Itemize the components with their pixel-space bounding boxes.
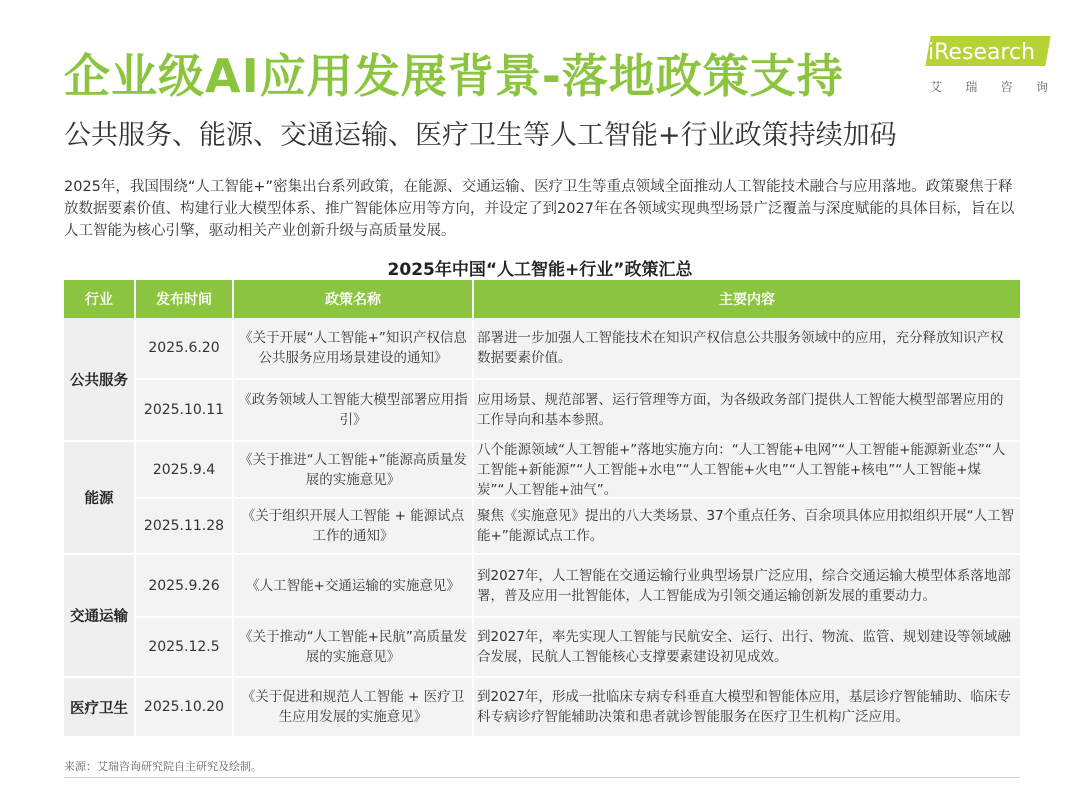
column-header-content: 主要内容 [474, 280, 1020, 318]
iresearch-logo [926, 36, 1050, 94]
logo-char: 瑞 [965, 80, 978, 94]
date-cell: 2025.6.20 [136, 318, 234, 380]
content-cell: 部署进一步加强人工智能技术在知识产权信息公共服务领域中的应用，充分释放知识产权数据要素价值。 [474, 318, 1020, 380]
page-title: 企业级AI应用发展背景-落地政策支持 [64, 49, 844, 103]
content-cell: 到2027年，人工智能在交通运输行业典型场景广泛应用，综合交通运输大模型体系落地部署，普及应用一批智能体，人工智能成为引领交通运输创新发展的重要动力。 [474, 555, 1020, 618]
content-cell: 应用场景、规范部署、运行管理等方面，为各级政务部门提供人工智能大模型部署应用的工作导向和基本参照。 [474, 380, 1020, 442]
footer-divider [64, 777, 1020, 778]
logo-char: 询 [1035, 80, 1048, 94]
policy-name-cell: 《政务领域人工智能大模型部署应用指引》 [234, 380, 474, 442]
policy-name-cell: 《关于推进“人工智能+”能源高质量发展的实施意见》 [234, 442, 474, 499]
industry-cell: 能源 [64, 442, 136, 555]
column-header-date: 发布时间 [136, 280, 234, 318]
industry-cell: 交通运输 [64, 555, 136, 678]
date-cell: 2025.9.4 [136, 442, 234, 499]
column-header-industry: 行业 [64, 280, 136, 318]
page-subtitle: 公共服务、能源、交通运输、医疗卫生等人工智能+行业政策持续加码 [64, 120, 897, 151]
logo-char: 艾 [930, 80, 943, 94]
source-note: 来源：艾瑞咨询研究院自主研究及绘制。 [64, 760, 262, 773]
content-cell: 到2027年，形成一批临床专病专科垂直大模型和智能体应用，基层诊疗智能辅助、临床专科专病诊疗智能辅助决策和患者就诊智能服务在医疗卫生机构广泛应用。 [474, 678, 1020, 738]
content-cell: 到2027年，率先实现人工智能与民航安全、运行、出行、物流、监管、规划建设等领域融合发展，民航人工智能核心支撑要素建设初见成效。 [474, 618, 1020, 678]
date-cell: 2025.9.26 [136, 555, 234, 618]
policy-table [64, 280, 1020, 738]
column-header-policy-name: 政策名称 [234, 280, 474, 318]
policy-name-cell: 《关于促进和规范人工智能 + 医疗卫生应用发展的实施意见》 [234, 678, 474, 738]
policy-name-cell: 《关于推动“人工智能+民航”高质量发展的实施意见》 [234, 618, 474, 678]
date-cell: 2025.11.28 [136, 499, 234, 555]
date-cell: 2025.10.11 [136, 380, 234, 442]
date-cell: 2025.12.5 [136, 618, 234, 678]
logo-char: 咨 [1000, 80, 1013, 94]
content-cell: 八个能源领域“人工智能+”落地实施方向：“人工智能+电网”“人工智能+能源新业态”“人工智能+新能源”“人工智能+水电”“人工智能+火电”“人工智能+核电”“人工智能+煤炭”“人工智能+油气”。 [474, 442, 1020, 499]
intro-paragraph: 2025年，我国围绕“人工智能+”密集出台系列政策，在能源、交通运输、医疗卫生等重点领域全面推动人工智能技术融合与应用落地。政策聚焦于释放数据要素价值、构建行业大模型体系、推广智能体应用等方向，并设定了到2027年在各领域实现典型场景广泛覆盖与深度赋能的具体目标，旨在以人工智能为核心引擎，驱动相关产业创新升级与高质量发展。 [64, 179, 1015, 239]
industry-cell: 医疗卫生 [64, 678, 136, 738]
policy-name-cell: 《关于开展“人工智能+”知识产权信息公共服务应用场景建设的通知》 [234, 318, 474, 380]
table-title: 2025年中国“人工智能+行业”政策汇总 [387, 260, 693, 280]
policy-name-cell: 《关于组织开展人工智能 + 能源试点工作的通知》 [234, 499, 474, 555]
date-cell: 2025.10.20 [136, 678, 234, 738]
policy-name-cell: 《人工智能+交通运输的实施意见》 [234, 555, 474, 618]
logo-subtext [930, 78, 1048, 95]
content-cell: 聚焦《实施意见》提出的八大类场景、37个重点任务、百余项具体应用拟组织开展“人工智能+”能源试点工作。 [474, 499, 1020, 555]
logo-brand: iResearch [928, 40, 1036, 65]
industry-cell: 公共服务 [64, 318, 136, 442]
